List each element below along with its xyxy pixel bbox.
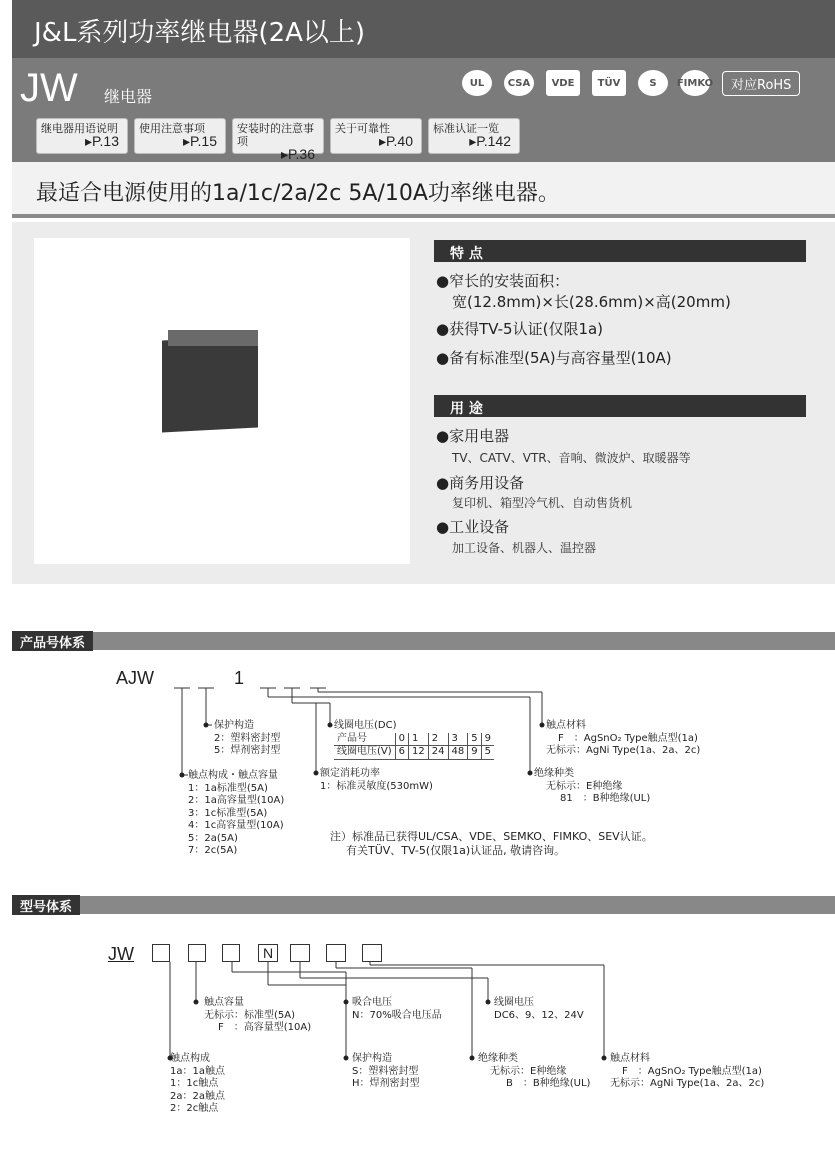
use-group: ●商务用设备 (436, 474, 525, 492)
feature-item: ●获得TV-5认证(仅限1a) (436, 320, 604, 338)
material-line: 无标示：AgNi Type(1a、2a、2c) (546, 745, 701, 756)
nav-label: 使用注意事项 (139, 122, 205, 135)
tuv-logo-icon: TÜV (592, 70, 626, 96)
uses-heading: 用 途 (434, 395, 806, 417)
coil-table (334, 733, 494, 760)
contact-block (188, 770, 284, 858)
use-group: ●家用电器 (436, 427, 510, 445)
capacity-block (204, 997, 311, 1035)
contact-title: 触点构成 (170, 1053, 210, 1064)
ul-logo-icon: UL (462, 70, 492, 96)
model-protect-block (352, 1053, 420, 1091)
coil-row-label: 产品号 (334, 733, 395, 746)
contact-line: 7：2c(5A) (188, 845, 238, 856)
coil-cell: 12 (409, 746, 429, 760)
model-coil-block (494, 997, 584, 1022)
coil-block (334, 720, 494, 760)
coil-line: DC6、9、12、24V (494, 1009, 584, 1021)
model-subtitle: 继电器 (104, 87, 153, 106)
power-line: 1：标准灵敏度(530mW) (320, 780, 433, 792)
contact-line: 2a：2a触点 (170, 1090, 225, 1102)
material-line: 无标示：AgNi Type(1a、2a、2c) (610, 1078, 765, 1089)
capacity-line: F ：高容量型(10A) (218, 1022, 312, 1033)
coil-cell: 6 (395, 746, 408, 760)
pickup-title: 吸合电压 (352, 997, 392, 1008)
section-bar (12, 896, 835, 914)
coil-cell: 1 (409, 733, 429, 746)
coil-row-label: 线圈电压(V) (334, 746, 395, 760)
protect-line: S：塑料密封型 (352, 1065, 419, 1077)
coil-title: 线圈电压(DC) (334, 720, 397, 731)
coil-cell: 24 (428, 746, 448, 760)
nav-page: ▸P.15 (182, 133, 217, 149)
coil-cell: 0 (395, 733, 408, 746)
contact-line: 2：2c触点 (170, 1103, 219, 1114)
product-fixed-digit: 1 (234, 668, 245, 688)
nav-label: 标准认证一览 (433, 122, 499, 135)
model-slot (152, 944, 170, 962)
vde-logo-icon: VDE (546, 70, 580, 96)
protect-line: H：焊剂密封型 (352, 1078, 420, 1089)
nav-label: 安装时的注意事项 (237, 122, 314, 148)
contact-line: 1a：1a触点 (170, 1065, 225, 1077)
capacity-line: 无标示：标准型(5A) (204, 1009, 296, 1021)
nav-page: ▸P.13 (84, 133, 119, 149)
material-block (546, 720, 700, 758)
feature-item: ●备有标准型(5A)与高容量型(10A) (436, 349, 672, 367)
insulation-line: 无标示：E种绝缘 (546, 780, 623, 792)
page-title: J&L系列功率继电器(2A以上) (34, 18, 366, 48)
insulation-line: B ：B种绝缘(UL) (506, 1078, 591, 1089)
nav-label: 继电器用语说明 (41, 122, 118, 135)
note-line: 有关TÜV、TV-5(仅限1a)认证品, 敬请咨询。 (346, 844, 566, 857)
use-detail: 加工设备、机器人、温控器 (452, 541, 597, 555)
protect-block (214, 720, 280, 758)
model-system-label: 型号体系 (12, 895, 80, 915)
use-detail: TV、CATV、VTR、音响、微波炉、取暖器等 (452, 451, 691, 465)
features-heading: 特 点 (434, 240, 806, 262)
nav-page: ▸P.40 (378, 133, 413, 149)
product-prefix: AJW (116, 668, 154, 688)
model-slot (222, 944, 240, 962)
model-insulation-block (478, 1053, 590, 1091)
model-prefix: JW (108, 944, 134, 964)
coil-cell: 2 (428, 733, 448, 746)
protect-title: 保护构造 (352, 1053, 392, 1064)
coil-cell: 5 (481, 746, 494, 760)
coil-cell: 3 (448, 733, 468, 746)
csa-logo-icon: CSA (504, 70, 534, 96)
cert-note (330, 830, 653, 858)
pickup-line: N：70%吸合电压品 (352, 1009, 442, 1021)
model-contact-block (170, 1053, 225, 1116)
material-line: F ：AgSnO₂ Type触点型(1a) (622, 1065, 762, 1077)
fimko-logo-icon: FIMKO (680, 70, 710, 96)
contact-line: 5：2a(5A) (188, 832, 238, 844)
insulation-block (534, 768, 650, 806)
headline-text: 最适合电源使用的1a/1c/2a/2c 5A/10A功率继电器。 (36, 181, 560, 206)
feature-item: 宽(12.8mm)×长(28.6mm)×高(20mm) (452, 293, 731, 311)
material-title: 触点材料 (546, 720, 586, 731)
insulation-line: 无标示：E种绝缘 (490, 1065, 567, 1077)
contact-line: 4：1c高容量型(10A) (188, 820, 284, 831)
model-slot-n: N (258, 944, 278, 962)
coil-title: 线圈电压 (494, 997, 534, 1008)
nav-label: 关于可靠性 (335, 122, 390, 135)
model-material-block (610, 1053, 764, 1091)
use-detail: 复印机、箱型冷气机、自动售货机 (452, 496, 633, 510)
protect-line: 2：塑料密封型 (214, 732, 281, 744)
power-title: 额定消耗功率 (320, 768, 380, 779)
coil-cell: 48 (448, 746, 468, 760)
contact-line: 1：1a标准型(5A) (188, 782, 268, 794)
rohs-badge: 对应RoHS (722, 71, 800, 96)
product-system-label: 产品号体系 (12, 631, 93, 651)
contact-line: 2：1a高容量型(10A) (188, 795, 285, 806)
insulation-line: 81 ：B种绝缘(UL) (560, 793, 651, 804)
material-line: F ：AgSnO₂ Type触点型(1a) (558, 732, 698, 744)
nav-page: ▸P.36 (280, 146, 315, 162)
use-group: ●工业设备 (436, 518, 510, 536)
material-title: 触点材料 (610, 1053, 650, 1064)
contact-line: 3：1c标准型(5A) (188, 807, 268, 819)
model-slot (362, 944, 382, 962)
coil-cell: 9 (468, 746, 481, 760)
model-name: JW (20, 66, 78, 110)
semko-logo-icon: S (638, 70, 668, 96)
model-slot (326, 944, 346, 962)
power-block (320, 768, 433, 793)
insulation-title: 绝缘种类 (478, 1053, 518, 1064)
capacity-title: 触点容量 (204, 997, 244, 1008)
coil-cell: 9 (481, 733, 494, 746)
contact-line: 1：1c触点 (170, 1078, 219, 1089)
protect-title: 保护构造 (214, 720, 254, 731)
model-slot (290, 944, 310, 962)
coil-cell: 5 (468, 733, 481, 746)
insulation-title: 绝缘种类 (534, 768, 574, 779)
contact-title: 触点构成・触点容量 (188, 770, 278, 781)
nav-page: ▸P.142 (469, 133, 511, 149)
note-line: 注）标准品已获得UL/CSA、VDE、SEMKO、FIMKO、SEV认证。 (330, 830, 653, 843)
pickup-block (352, 997, 442, 1022)
feature-item: ●窄长的安装面积： (436, 272, 570, 290)
protect-line: 5：焊剂密封型 (214, 745, 281, 756)
model-slot (188, 944, 206, 962)
